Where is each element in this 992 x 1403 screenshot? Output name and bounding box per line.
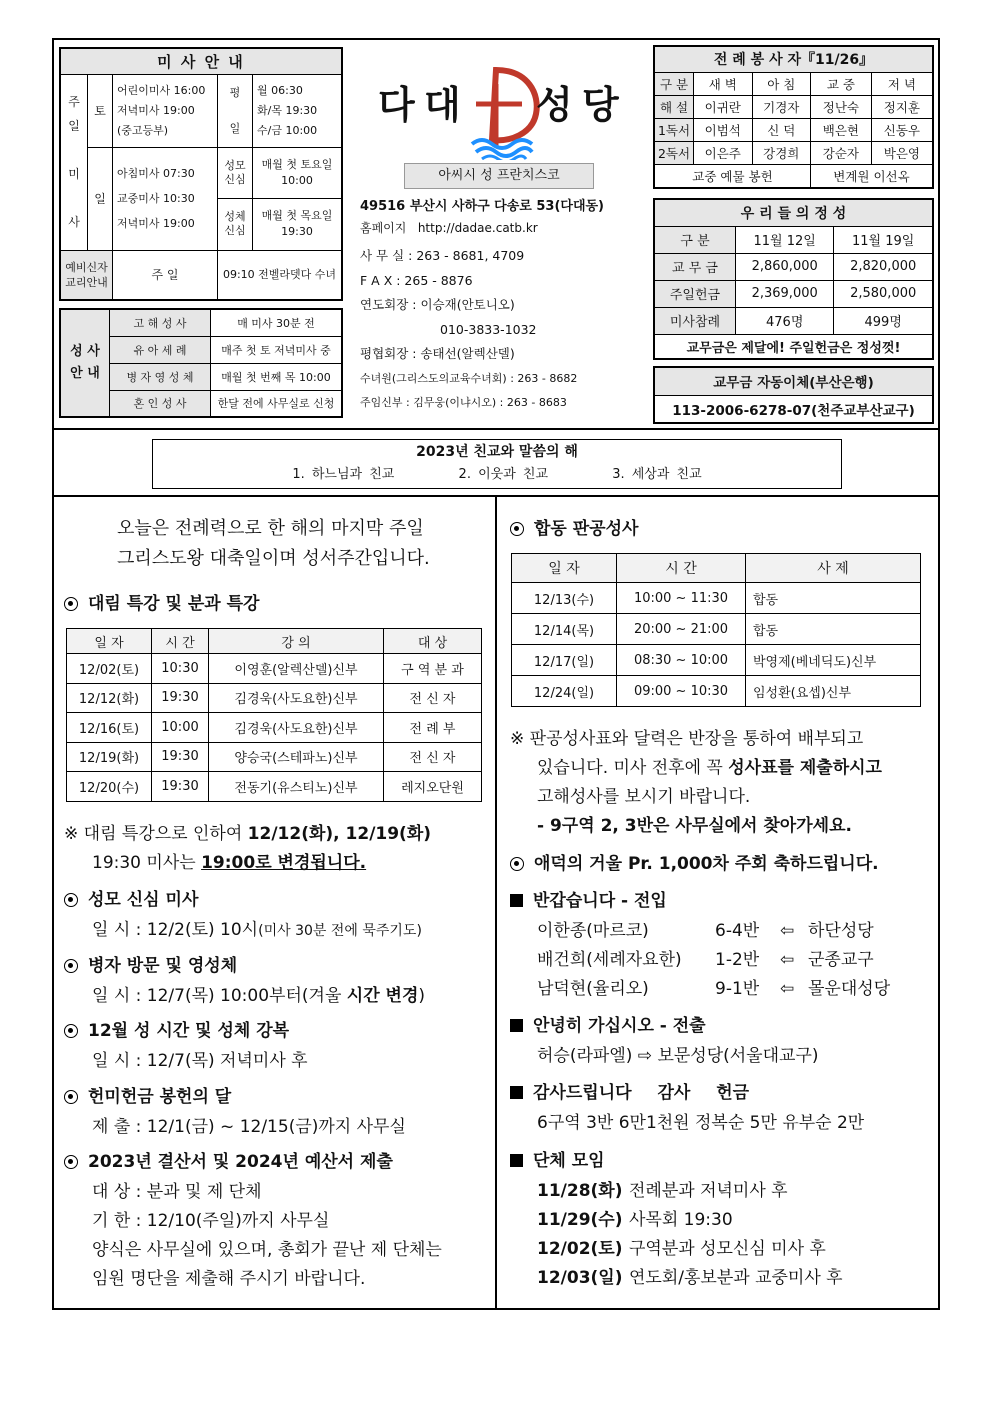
mary-mass-section: 성모 신심 미사 일 시 : 12/2(토) 10시(미사 30분 전에 묵주기도)	[64, 884, 422, 946]
arrow-left-icon: ⇦	[780, 950, 795, 970]
donation-section: 헌미헌금 봉헌의 달 제 출 : 12/1(금) ~ 12/15(금)까지 사무실	[64, 1081, 406, 1142]
patron-saint: 아씨시 성 프란치스코	[404, 163, 594, 189]
year-theme-box	[152, 439, 842, 489]
logo-char-2: 대	[424, 83, 461, 127]
chair-phone: 010-3833-1032	[440, 321, 537, 337]
parish-info	[360, 196, 645, 416]
finance-note: 교무금은 제달에! 주일헌금은 정성껏!	[654, 334, 933, 359]
chair-person: 연도회장 : 이승재(안토니오)	[360, 297, 515, 312]
legion-mirror-heading: 애덕의 거울 Pr. 1,000차 주회 축하드립니다.	[510, 848, 879, 880]
circle-bullet-icon	[64, 959, 78, 973]
penance-heading: 합동 판공성사	[510, 513, 638, 545]
intro-text: 오늘은 전례력으로 한 해의 마지막 주일 그리스도왕 대축일이며 성서주간입니다.	[117, 518, 430, 569]
weekday-times: 월 06:30 화/목 19:30 수/금 10:00	[253, 74, 343, 147]
catechumen-day: 주 일	[113, 250, 218, 300]
column-divider	[495, 495, 497, 1310]
circle-bullet-icon	[510, 522, 524, 536]
group-meetings-section: 단체 모임 11/28(화) 전례분과 저녁미사 후 11/29(수) 사목회 19:30 12/02(토) 구역분과 성모신심 미사 후 12/03(일) 연도회/홍보분과 교중미사 후	[510, 1145, 843, 1293]
sacrament-label: 성 사 안 내	[60, 309, 110, 417]
catechumen-info: 09:10 전벨라뎃다 수녀	[218, 250, 343, 300]
arrow-left-icon: ⇦	[780, 979, 795, 999]
farewell-section: 안녕히 가십시오 - 전출 허승(라파엘) ⇨ 보문성당(서울대교구)	[510, 1010, 819, 1071]
thanks-section: 감사드립니다 감사 헌금 6구역 3반 6만1천원 정복순 5만 유부순 2만	[510, 1077, 864, 1138]
autopay-table	[653, 366, 934, 424]
eucharist-devotion-time: 매월 첫 목요일 19:30	[261, 209, 333, 239]
penance-table: 일 자 시 간 사 제 12/13(수) 10:00 ~ 11:30 합동 12/14(목) 20:00 ~ 21:00 합동 12/17(일) 08:30 ~ 10:00 박영제(베네딕도)신부 12/24(일) 09:00 ~ 10:30 임성환(요셉)신부	[511, 553, 921, 707]
pastor-phone: 주임신부 : 김무웅(이냐시오) : 263 - 8683	[360, 396, 567, 409]
catechumen-label: 예비신자 교리안내	[60, 250, 113, 300]
logo-char-1: 다	[378, 83, 415, 127]
fax-number: F A X : 265 - 8876	[360, 272, 473, 288]
homepage-label: 홈페이지	[360, 221, 407, 235]
square-bullet-icon	[510, 1086, 523, 1099]
sacrament-table: 성 사 안 내 고 해 성 사 매 미사 30분 전 유 아 세 례 매주 첫 토 저녁미사 중 병 자 영 성 체 매월 첫 번째 목 10:00 혼 인 성 사 한달 전에 사무실로 신청	[59, 308, 343, 418]
mass-info-table	[59, 47, 343, 301]
circle-bullet-icon	[64, 1155, 78, 1169]
square-bullet-icon	[510, 1019, 523, 1032]
saturday-times: 어린이미사 16:00 저녁미사 19:00 (중고등부)	[113, 74, 218, 147]
sunday-times: 아침미사 07:30 교중미사 10:30 저녁미사 19:00	[113, 147, 218, 250]
mass-info-title: 미 사 안 내	[60, 48, 342, 74]
liturgy-servers-table: 전 례 봉 사 자『11/26』 구 분 새 벽 아 침 교 중 저 녁 해 설 이귀란 기경자 정난숙 정지훈 1독서 이범석 신 덕 백은현 신동우 2독서 이은주 강경희 강순자 박은영 교중 예물 봉헌 변계원 이선옥	[653, 45, 934, 189]
sunday-mass-label: 주 일 미 사	[60, 74, 88, 250]
year-theme-items: 1. 하느님과 친교 2. 이웃과 친교 3. 세상과 친교	[292, 467, 702, 482]
advent-lecture-table: 일 자 시 간 강 의 대 상 12/02(토) 10:30 이영훈(알렉산델)신부 구 역 분 과 12/12(화) 19:30 김경욱(사도요한)신부 전 신 자 12/16(토) 10:00 김경욱(사도요한)신부 전 례 부 12/19(화) 19:30 양승국(스테파노)신부 전 신 자 12/20(수) 19:30 전동기(유스티노)신부 레지오단원	[66, 628, 482, 802]
holy-hour-section: 12월 성 시간 및 성체 강복 일 시 : 12/7(목) 저녁미사 후	[64, 1015, 308, 1076]
circle-bullet-icon	[64, 1024, 78, 1038]
mary-devotion-label: 성모 신심	[218, 148, 253, 199]
autopay-title: 교무금 자동이체(부산은행)	[654, 367, 933, 395]
offerings-table: 우 리 들 의 정 성 구 분 11월 12일 11월 19일 교 무 금 2,860,000 2,820,000 주일헌금 2,369,000 2,580,000 미사참례 476명 499명 교무금은 제달에! 주일헌금은 정성껏!	[653, 198, 934, 360]
convent-phone: 수녀원(그리스도의교육수녀회) : 263 - 8682	[360, 371, 578, 385]
circle-bullet-icon	[64, 893, 78, 907]
sick-visit-section: 병자 방문 및 영성체 일 시 : 12/7(목) 10:00부터(겨울 시간 변경)	[64, 950, 425, 1011]
office-phone: 사 무 실 : 263 - 8681, 4709	[360, 248, 525, 263]
circle-bullet-icon	[64, 1090, 78, 1104]
penance-note: ※ 판공성사표와 달력은 반장을 통하여 배부되고 있습니다. 미사 전후에 꼭 성사표를 제출하시고 고해성사를 보시기 바랍니다. - 9구역 2, 3반은 사무실에서 찾아가세요.	[510, 729, 882, 836]
offering-label: 교중 예물 봉헌	[654, 164, 811, 188]
weekday-label: 평 일	[218, 74, 253, 147]
year-theme-title: 2023년 친교와 말씀의 해	[416, 444, 578, 460]
saturday-label: 토	[88, 74, 113, 147]
autopay-account: 113-2006-6278-07(천주교부산교구)	[654, 395, 933, 423]
advent-note: ※ 대림 특강으로 인하여 12/12(화), 12/19(화) 19:30 미사는 19:00로 변경됩니다.	[64, 824, 432, 873]
welcome-section: 반갑습니다 - 전입 이한종(마르코) 6-4반 ⇦ 하단성당 배건희(세례자요한) 1-2반 ⇦ 군종교구 남덕현(율리오) 9-1반 ⇦ 몰운대성당	[510, 885, 910, 1004]
sunday-label: 일	[88, 147, 113, 250]
budget-section: 2023년 결산서 및 2024년 예산서 제출 대 상 : 분과 및 제 단체 기 한 : 12/10(주일)까지 사무실 양식은 사무실에 있으며, 총회가 끝난 제 단체는 임원 명단을 제출해 주시기 바랍니다.	[64, 1146, 442, 1294]
logo-char-3: 성	[536, 83, 573, 127]
arrow-left-icon: ⇦	[780, 921, 795, 941]
parish-logo	[378, 64, 628, 160]
square-bullet-icon	[510, 894, 523, 907]
circle-bullet-icon	[64, 597, 78, 611]
finance-title: 우 리 들 의 정 성	[654, 199, 933, 226]
arrow-right-icon: ⇨	[637, 1046, 653, 1066]
divider-top	[52, 428, 940, 430]
advent-lecture-heading: 대림 특강 및 분과 특강	[64, 588, 259, 620]
logo-char-4: 당	[582, 83, 619, 127]
eucharist-devotion-label: 성체 신심	[218, 199, 253, 250]
homepage-link[interactable]: http://dadae.catb.kr	[417, 221, 538, 235]
offering-names: 변계원 이선옥	[811, 164, 934, 188]
servers-title: 전 례 봉 사 자『11/26』	[654, 46, 933, 72]
council-president: 평협회장 : 송태선(알렉산델)	[360, 346, 515, 361]
mary-devotion-time: 매월 첫 토요일 10:00	[253, 148, 342, 199]
circle-bullet-icon	[510, 857, 524, 871]
square-bullet-icon	[510, 1154, 523, 1167]
cross-d-emblem-icon	[466, 64, 544, 160]
parish-address: 49516 부산시 사하구 다송로 53(다대동)	[360, 199, 605, 214]
